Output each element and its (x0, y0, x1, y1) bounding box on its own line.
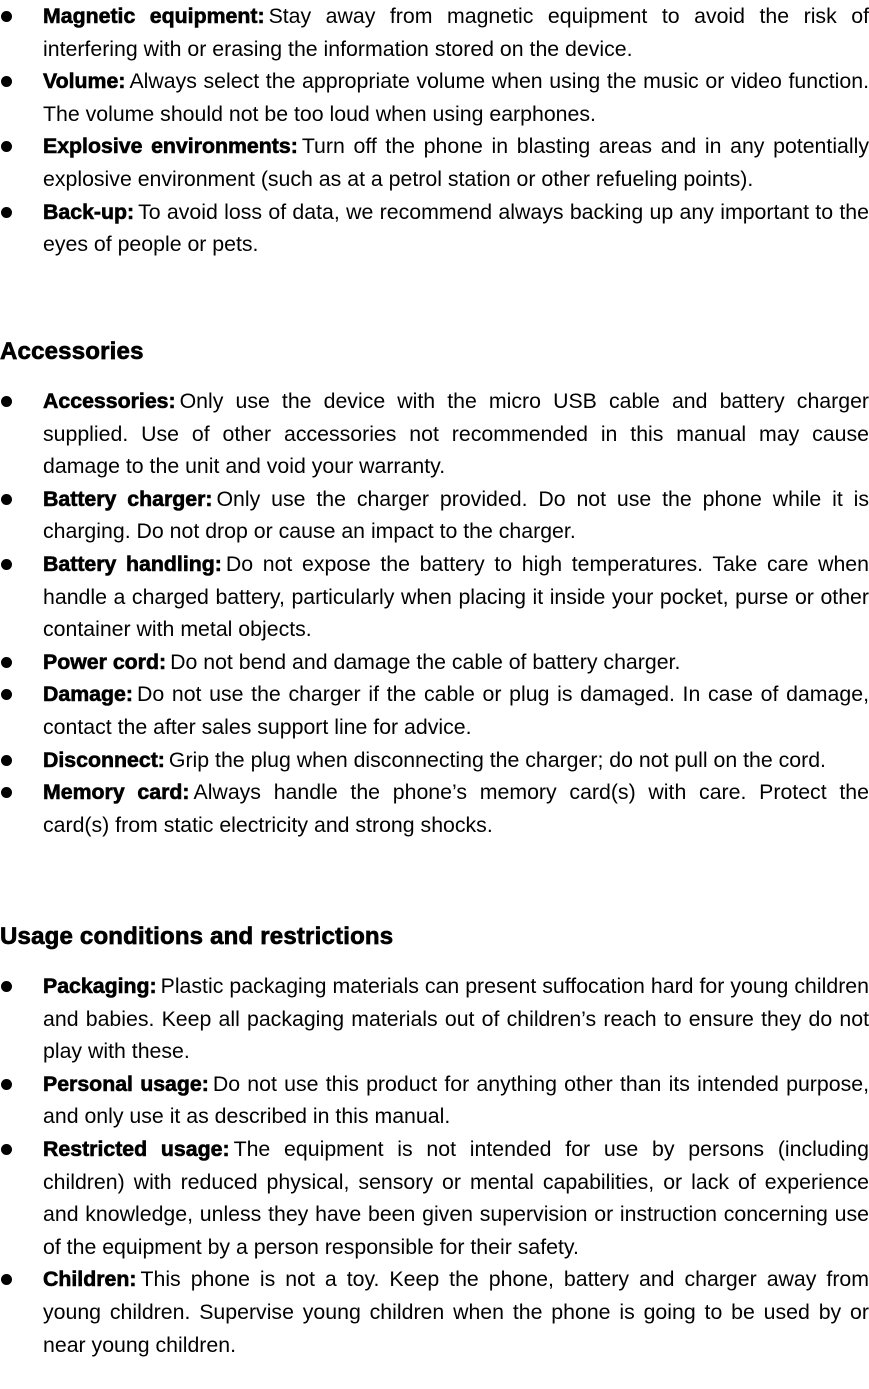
item-text: This phone is not a toy. Keep the phone, battery and charger away from young children. Supervise young children when the phone is going to be used by or near young children. (43, 1267, 869, 1357)
list-item (0, 1068, 869, 1133)
bullet-icon (1, 207, 12, 218)
item-text: Do not use this product for anything other than its intended purpose, and only use it as described in this manual. (43, 1071, 869, 1129)
list-item (0, 0, 869, 65)
list-item (0, 678, 869, 743)
list-item (0, 1133, 869, 1263)
list-item (0, 970, 869, 1068)
item-text: Grip the plug when disconnecting the charger; do not pull on the cord. (168, 747, 826, 772)
bullet-icon (1, 981, 12, 992)
list-item (0, 130, 869, 195)
section-heading-accessories: Accessories (0, 338, 144, 365)
item-term: Damage: (43, 682, 133, 707)
item-term: Battery charger: (43, 486, 213, 511)
item-text: Do not use the charger if the cable or plug is damaged. In case of damage, contact the after sales support line for advice. (43, 682, 869, 739)
list-item (0, 776, 869, 841)
list-item (0, 744, 869, 777)
list-item (0, 646, 869, 679)
item-text: Always handle the phone’s memory card(s) with care. Protect the card(s) from static electricity and strong shocks. (43, 780, 869, 837)
item-term: Magnetic equipment: (43, 4, 265, 28)
item-term: Power cord: (43, 649, 167, 674)
bullet-icon (1, 657, 12, 668)
item-term: Accessories: (43, 389, 176, 413)
item-text: Always select the appropriate volume when using the music or video function. The volume should not be too loud when using earphones. (43, 69, 869, 126)
bullet-icon (1, 76, 12, 87)
bullet-icon (1, 1079, 12, 1090)
item-text: The equipment is not intended for use by persons (including children) with reduced physical, sensory or mental capabilities, or lack of experience and knowledge, unless they have been given supervision or instruction concerning use of the equipment by a person responsible for their safety. (43, 1136, 869, 1259)
item-text: Only use the device with the micro USB cable and battery charger supplied. Use of other accessories not recommended in this manual may cause damage to the unit and void your warranty. (43, 389, 869, 479)
item-term: Explosive environments: (43, 134, 298, 159)
item-term: Restricted usage: (43, 1136, 230, 1161)
list-item (0, 65, 869, 130)
bullet-icon (1, 1274, 12, 1285)
bullet-icon (1, 787, 12, 798)
item-term: Battery handling: (43, 551, 222, 576)
item-term: Volume: (43, 69, 126, 94)
item-text: Plastic packaging materials can present suffocation hard for young children and babies. Keep all packaging materials out of children’s reach to ensure they do not play with these. (43, 974, 869, 1064)
bullet-icon (1, 141, 12, 152)
item-text: Turn off the phone in blasting areas and in any potentially explosive environment (such as at a petrol station or other refueling points). (43, 134, 869, 191)
list-item (0, 1263, 869, 1361)
item-text: Stay away from magnetic equipment to avoid the risk of interfering with or erasing the information stored on the device. (43, 4, 869, 61)
bullet-icon (1, 559, 12, 570)
accessories-list (0, 385, 869, 841)
item-term: Disconnect: (43, 747, 165, 772)
item-term: Back-up: (43, 199, 135, 224)
bullet-icon (1, 396, 12, 407)
bullet-icon (1, 494, 12, 505)
list-item (0, 548, 869, 646)
item-term: Packaging: (43, 974, 157, 998)
item-term: Children: (43, 1267, 137, 1292)
item-term: Personal usage: (43, 1071, 209, 1096)
list-item (0, 483, 869, 548)
bullet-icon (1, 755, 12, 766)
bullet-icon (1, 1144, 12, 1155)
usage-list (0, 970, 869, 1361)
item-text: Do not bend and damage the cable of battery charger. (170, 649, 681, 674)
item-term: Memory card: (43, 780, 190, 805)
safety-list (0, 0, 869, 261)
list-item (0, 385, 869, 483)
section-heading-usage: Usage conditions and restrictions (0, 923, 394, 950)
item-text: Only use the charger provided. Do not use the phone while it is charging. Do not drop or cause an impact to the charger. (43, 486, 869, 544)
bullet-icon (1, 11, 12, 22)
list-item (0, 196, 869, 261)
item-text: Do not expose the battery to high temperatures. Take care when handle a charged battery, particularly when placing it inside your pocket, purse or other container with metal objects. (43, 551, 869, 642)
bullet-icon (1, 689, 12, 700)
item-text: To avoid loss of data, we recommend always backing up any important to the eyes of people or pets. (43, 199, 869, 257)
